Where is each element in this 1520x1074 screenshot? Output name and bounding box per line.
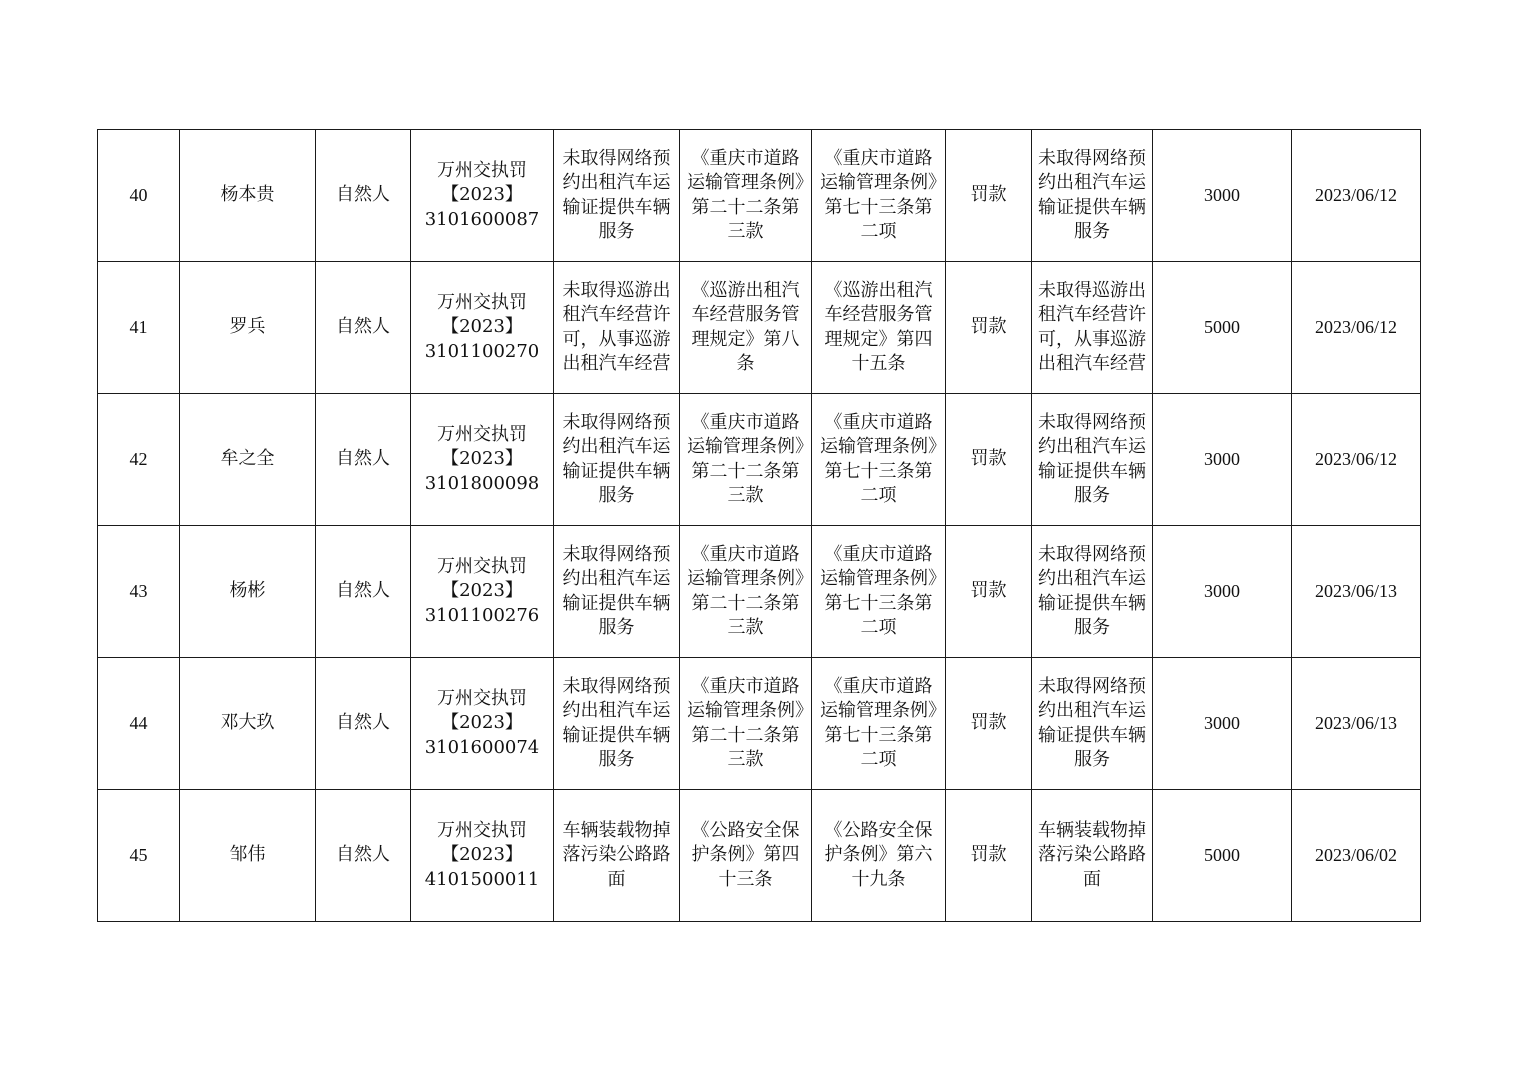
record-number-cell: 44 <box>98 658 180 790</box>
penalty-basis-cell: 《重庆市道路运输管理条例》第七十三条第二项 <box>812 130 946 262</box>
penalty-content-cell: 未取得巡游出租汽车经营许可，从事巡游出租汽车经营 <box>1032 262 1153 394</box>
document-number-cell <box>411 790 554 922</box>
violation-cell: 车辆装载物掉落污染公路路面 <box>554 790 680 922</box>
violation-cell: 未取得网络预约出租汽车运输证提供车辆服务 <box>554 658 680 790</box>
party-name-cell: 杨彬 <box>180 526 316 658</box>
decision-date-cell: 2023/06/13 <box>1292 526 1421 658</box>
penalty-content-cell: 车辆装载物掉落污染公路路面 <box>1032 790 1153 922</box>
record-number-cell: 45 <box>98 790 180 922</box>
decision-date-cell: 2023/06/02 <box>1292 790 1421 922</box>
document-number-line: 万州交执罚 <box>437 291 527 313</box>
fine-amount-cell: 5000 <box>1153 262 1292 394</box>
party-name-cell: 邹伟 <box>180 790 316 922</box>
decision-date-cell: 2023/06/12 <box>1292 394 1421 526</box>
fine-amount-cell: 3000 <box>1153 394 1292 526</box>
decision-date-cell: 2023/06/12 <box>1292 130 1421 262</box>
penalty-content-cell: 未取得网络预约出租汽车运输证提供车辆服务 <box>1032 130 1153 262</box>
violation-cell: 未取得网络预约出租汽车运输证提供车辆服务 <box>554 130 680 262</box>
party-type-cell: 自然人 <box>316 526 411 658</box>
decision-date-cell: 2023/06/13 <box>1292 658 1421 790</box>
document-number-cell <box>411 394 554 526</box>
fine-amount-cell: 3000 <box>1153 658 1292 790</box>
document-number-line: 万州交执罚 <box>437 819 527 841</box>
record-number-cell: 41 <box>98 262 180 394</box>
penalty-basis-cell: 《重庆市道路运输管理条例》第七十三条第二项 <box>812 526 946 658</box>
fine-amount-cell: 5000 <box>1153 790 1292 922</box>
party-name-cell: 罗兵 <box>180 262 316 394</box>
penalty-type-cell: 罚款 <box>946 526 1032 658</box>
penalty-type-cell: 罚款 <box>946 790 1032 922</box>
document-number-line: 【2023】 <box>441 316 523 338</box>
legal-basis-cell: 《重庆市道路运输管理条例》第二十二条第三款 <box>680 130 812 262</box>
fine-amount-cell: 3000 <box>1153 130 1292 262</box>
penalty-type-cell: 罚款 <box>946 130 1032 262</box>
record-number-cell: 40 <box>98 130 180 262</box>
document-number-line: 3101600074 <box>424 736 540 758</box>
party-type-cell: 自然人 <box>316 394 411 526</box>
record-number-cell: 43 <box>98 526 180 658</box>
table-row <box>98 262 1421 394</box>
penalty-basis-cell: 《公路安全保护条例》第六十九条 <box>812 790 946 922</box>
document-number-line: 万州交执罚 <box>437 687 527 709</box>
penalty-basis-cell: 《巡游出租汽车经营服务管理规定》第四十五条 <box>812 262 946 394</box>
legal-basis-cell: 《重庆市道路运输管理条例》第二十二条第三款 <box>680 526 812 658</box>
document-number-line: 【2023】 <box>441 184 523 206</box>
document-number-line: 【2023】 <box>441 448 523 470</box>
table-row <box>98 790 1421 922</box>
penalty-records-table <box>97 129 1421 922</box>
legal-basis-cell: 《重庆市道路运输管理条例》第二十二条第三款 <box>680 394 812 526</box>
document-number-cell <box>411 262 554 394</box>
document-number-line: 3101600087 <box>424 208 540 230</box>
penalty-type-cell: 罚款 <box>946 658 1032 790</box>
penalty-content-cell: 未取得网络预约出租汽车运输证提供车辆服务 <box>1032 394 1153 526</box>
party-type-cell: 自然人 <box>316 130 411 262</box>
document-number-line: 万州交执罚 <box>437 159 527 181</box>
record-number-cell: 42 <box>98 394 180 526</box>
document-number-line: 4101500011 <box>424 868 540 890</box>
document-number-cell <box>411 658 554 790</box>
legal-basis-cell: 《重庆市道路运输管理条例》第二十二条第三款 <box>680 658 812 790</box>
decision-date-cell: 2023/06/12 <box>1292 262 1421 394</box>
party-type-cell: 自然人 <box>316 658 411 790</box>
table-row <box>98 130 1421 262</box>
party-type-cell: 自然人 <box>316 262 411 394</box>
penalty-type-cell: 罚款 <box>946 394 1032 526</box>
penalty-type-cell: 罚款 <box>946 262 1032 394</box>
table-row <box>98 658 1421 790</box>
document-number-line: 万州交执罚 <box>437 423 527 445</box>
fine-amount-cell: 3000 <box>1153 526 1292 658</box>
violation-cell: 未取得网络预约出租汽车运输证提供车辆服务 <box>554 526 680 658</box>
violation-cell: 未取得巡游出租汽车经营许可，从事巡游出租汽车经营 <box>554 262 680 394</box>
table-row <box>98 526 1421 658</box>
document-number-line: 【2023】 <box>441 844 523 866</box>
penalty-content-cell: 未取得网络预约出租汽车运输证提供车辆服务 <box>1032 526 1153 658</box>
document-number-line: 万州交执罚 <box>437 555 527 577</box>
violation-cell: 未取得网络预约出租汽车运输证提供车辆服务 <box>554 394 680 526</box>
document-number-line: 【2023】 <box>441 580 523 602</box>
document-number-line: 3101100276 <box>424 604 540 626</box>
legal-basis-cell: 《巡游出租汽车经营服务管理规定》第八条 <box>680 262 812 394</box>
penalty-content-cell: 未取得网络预约出租汽车运输证提供车辆服务 <box>1032 658 1153 790</box>
party-name-cell: 邓大玖 <box>180 658 316 790</box>
penalty-basis-cell: 《重庆市道路运输管理条例》第七十三条第二项 <box>812 658 946 790</box>
penalty-basis-cell: 《重庆市道路运输管理条例》第七十三条第二项 <box>812 394 946 526</box>
party-type-cell: 自然人 <box>316 790 411 922</box>
document-number-line: 3101100270 <box>424 340 540 362</box>
document-number-cell <box>411 130 554 262</box>
document-number-line: 【2023】 <box>441 712 523 734</box>
party-name-cell: 杨本贵 <box>180 130 316 262</box>
document-number-line: 3101800098 <box>424 472 540 494</box>
records-body <box>98 130 1421 922</box>
party-name-cell: 牟之全 <box>180 394 316 526</box>
legal-basis-cell: 《公路安全保护条例》第四十三条 <box>680 790 812 922</box>
document-number-cell <box>411 526 554 658</box>
table-row <box>98 394 1421 526</box>
